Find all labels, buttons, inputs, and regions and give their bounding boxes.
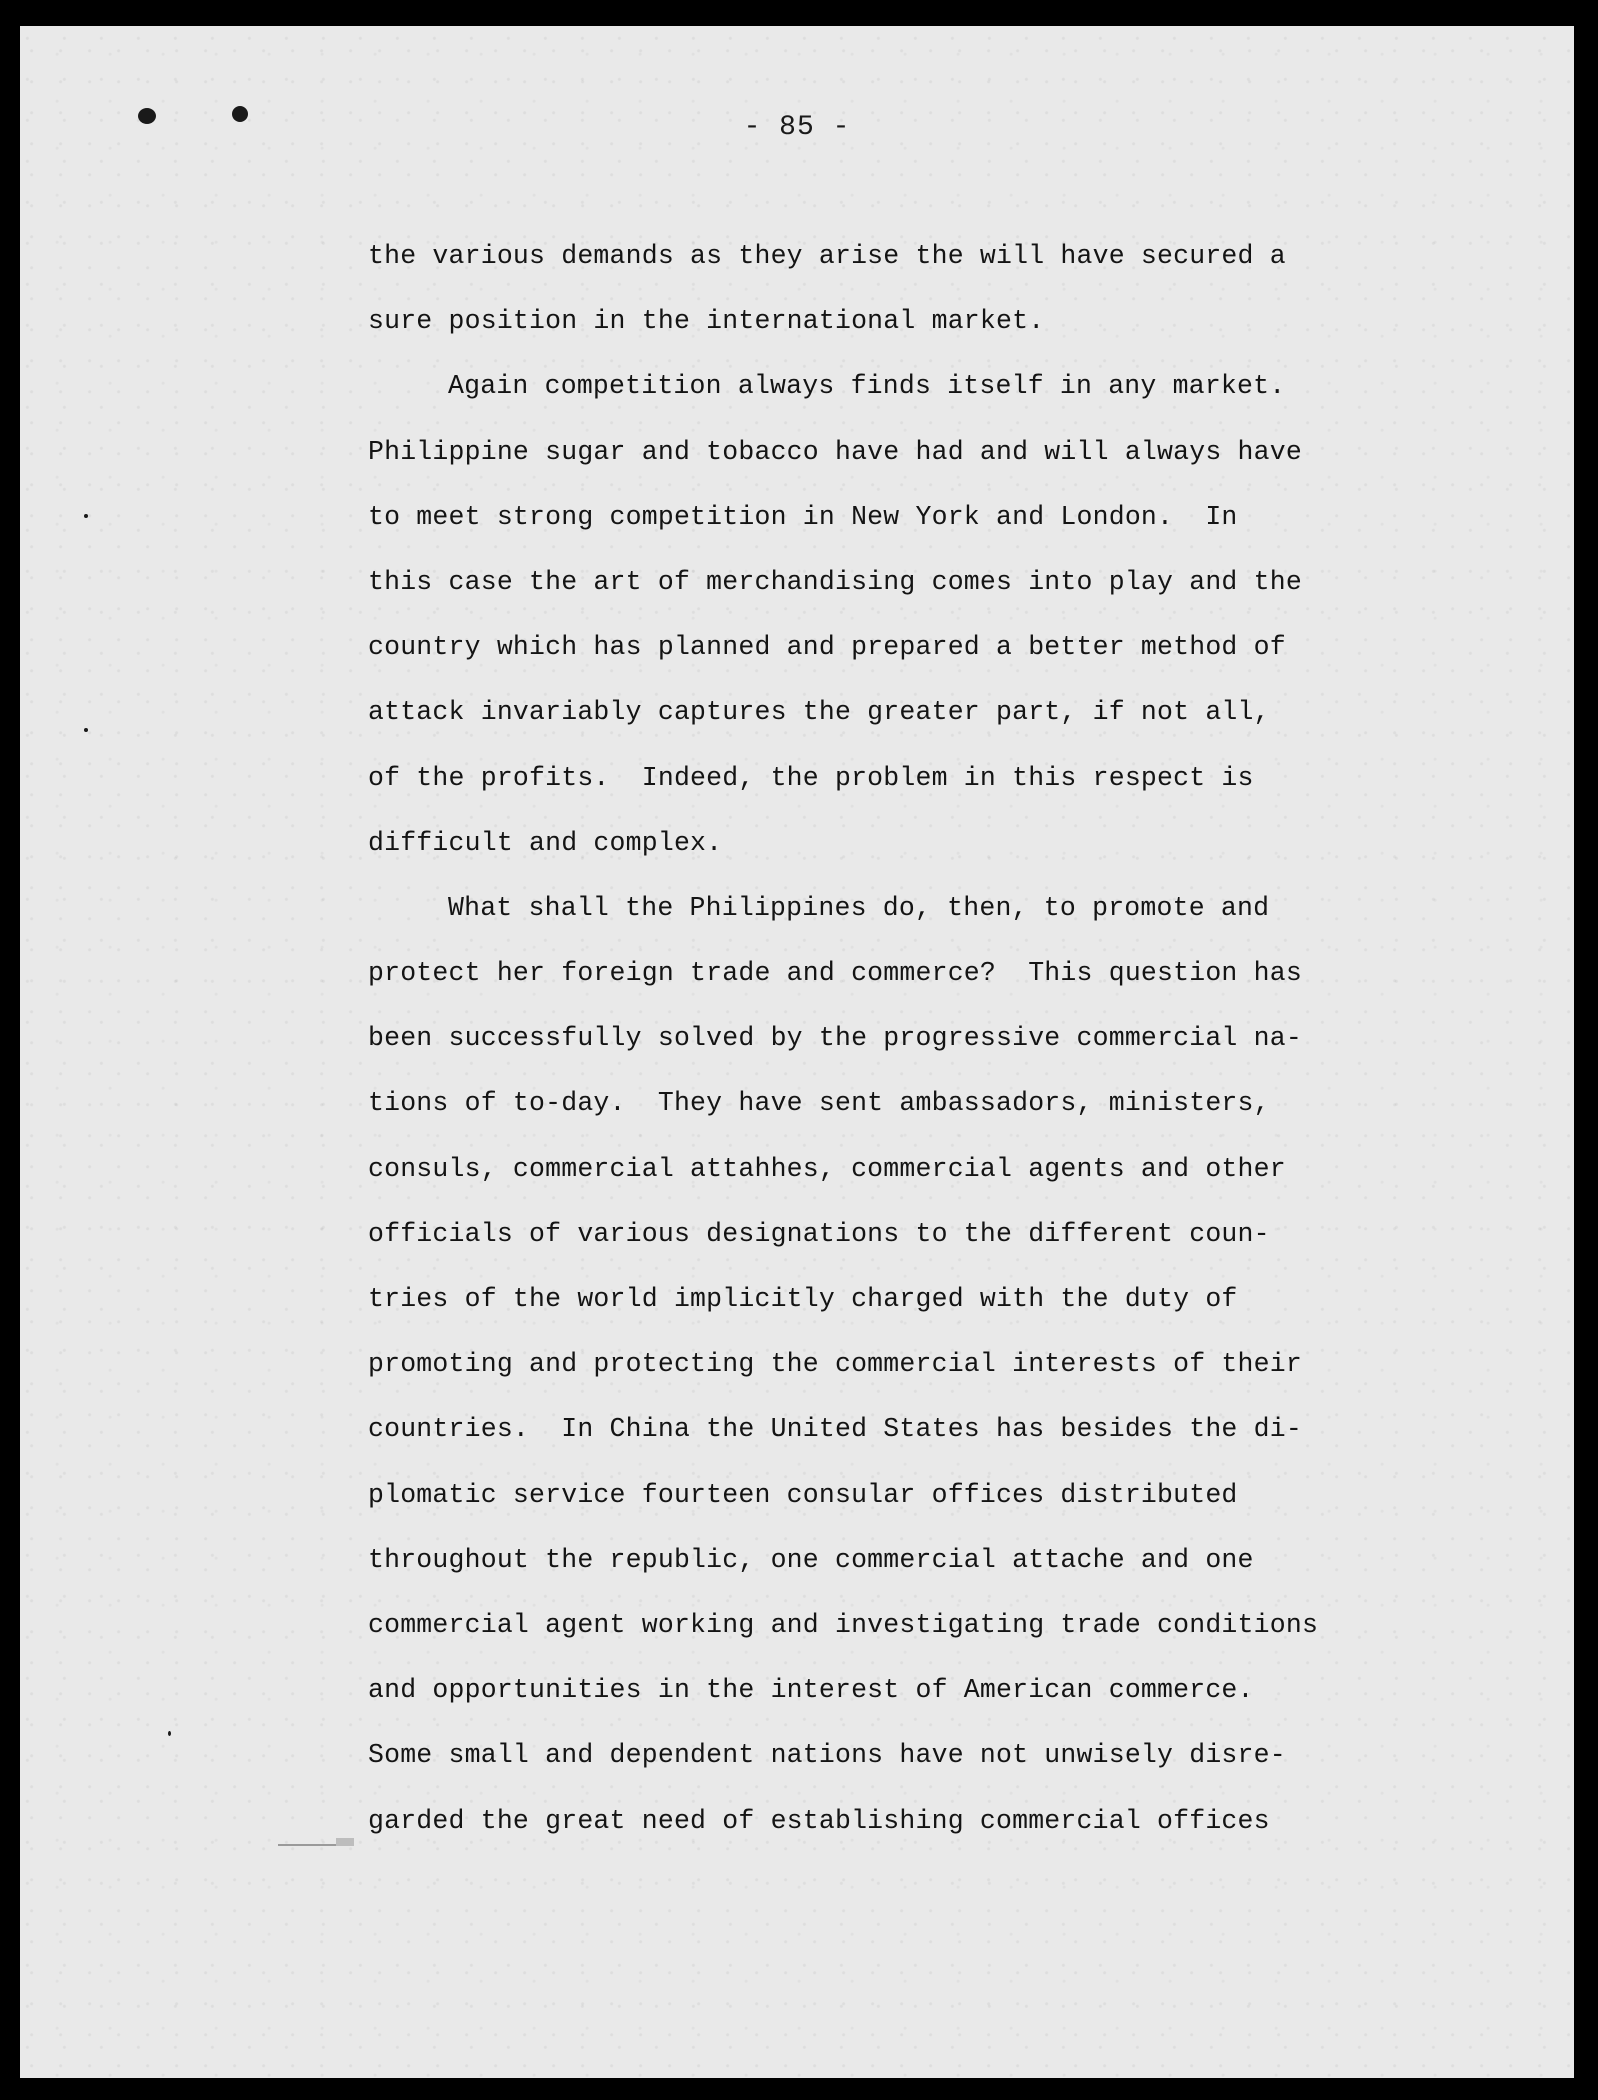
speck-mark [84, 728, 88, 732]
text-line: Some small and dependent nations have not unwisely disre- [368, 1740, 1286, 1771]
margin-line-mark [336, 1838, 354, 1846]
body-text [368, 224, 1368, 1854]
text-line: consuls, commercial attahhes, commercial agents and other [368, 1153, 1286, 1184]
text-line: commercial agent working and investigating trade conditions [368, 1609, 1319, 1640]
text-line: plomatic service fourteen consular offices distributed [368, 1479, 1238, 1510]
text-line: and opportunities in the interest of American commerce. [368, 1675, 1254, 1706]
text-line: promoting and protecting the commercial interests of their [368, 1349, 1302, 1380]
text-line: difficult and complex. [368, 827, 723, 858]
text-line: countries. In China the United States has besides the di- [368, 1414, 1302, 1445]
text-line: tions of to-day. They have sent ambassadors, ministers, [368, 1088, 1270, 1119]
text-line: protect her foreign trade and commerce? This question has [368, 958, 1302, 989]
text-line: sure position in the international market. [368, 306, 1045, 337]
text-line: the various demands as they arise the will have secured a [368, 241, 1286, 271]
text-line: been successfully solved by the progressive commercial na- [368, 1023, 1302, 1054]
text-line: this case the art of merchandising comes into play and the [368, 566, 1302, 597]
text-line: throughout the republic, one commercial attache and one [368, 1544, 1254, 1575]
text-line: country which has planned and prepared a better method of [368, 632, 1286, 663]
text-line: officials of various designations to the different coun- [368, 1218, 1270, 1249]
speck-mark [168, 1731, 171, 1736]
text-line: Philippine sugar and tobacco have had and will always have [368, 436, 1302, 467]
text-line: Again competition always finds itself in any market. [448, 371, 1286, 402]
page-number: - 85 - [743, 112, 851, 143]
text-line: of the profits. Indeed, the problem in this respect is [368, 762, 1254, 793]
text-line: tries of the world implicitly charged with the duty of [368, 1284, 1238, 1314]
text-line: attack invariably captures the greater part, if not all, [368, 697, 1270, 728]
speck-mark [84, 514, 88, 518]
document-page [20, 26, 1574, 2078]
text-line: What shall the Philippines do, then, to promote and [448, 892, 1270, 923]
text-line: to meet strong competition in New York and London. In [368, 501, 1238, 532]
text-line: garded the great need of establishing commercial offices [368, 1805, 1270, 1836]
